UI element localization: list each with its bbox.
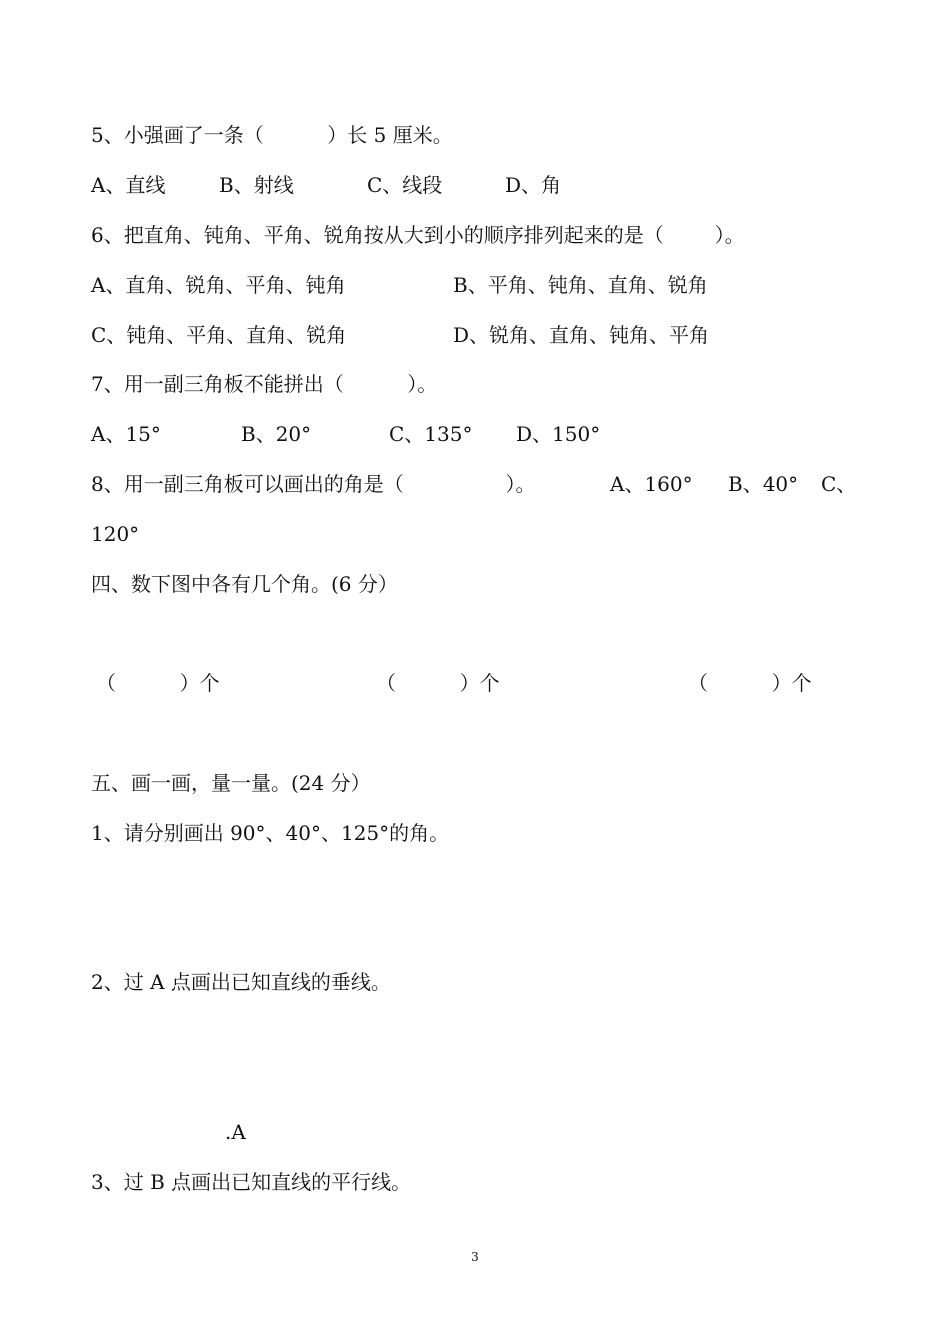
section5-q3: 3、过 B 点画出已知直线的平行线。 [91,1170,412,1194]
q8-option-c-value: 120° [91,522,140,546]
q7-option-a: A、15° [91,422,161,446]
page-number: 3 [471,1250,479,1264]
q6-option-d: D、锐角、直角、钝角、平角 [453,323,710,347]
section5-title: 五、画一画，量一量。(24 分） [91,771,371,795]
q6-stem: 6、把直角、钝角、平角、锐角按从大到小的顺序排列起来的是（ ）。 [91,223,745,247]
section4-title: 四、数下图中各有几个角。(6 分） [91,572,398,596]
q6-option-a: A、直角、锐角、平角、钝角 [91,273,346,297]
q5-option-a: A、直线 [91,173,166,197]
section4-blank-1: （ ）个 [96,671,220,695]
q7-option-b: B、20° [241,422,312,446]
q8-option-a: A、160° [610,472,693,496]
q8-option-b: B、40° [728,472,799,496]
section4-blank-2: （ ）个 [376,671,500,695]
q8-option-c: C、 [821,472,857,496]
q6-option-b: B、平角、钝角、直角、锐角 [453,273,708,297]
q5-option-d: D、角 [505,173,562,197]
q7-stem: 7、用一副三角板不能拼出（ ）。 [91,372,438,396]
q5-option-b: B、射线 [219,173,294,197]
q7-option-d: D、150° [516,422,601,446]
section4-blank-3: （ ）个 [688,671,812,695]
point-a-label: .A [225,1120,246,1144]
q6-option-c: C、钝角、平角、直角、锐角 [91,323,347,347]
q5-stem: 5、小强画了一条（ ）长 5 厘米。 [91,123,453,147]
section5-q1: 1、请分别画出 90°、40°、125°的角。 [91,821,450,845]
q5-option-c: C、线段 [367,173,443,197]
q8-stem: 8、用一副三角板可以画出的角是（ ）。 [91,472,536,496]
section5-q2: 2、过 A 点画出已知直线的垂线。 [91,970,391,994]
q7-option-c: C、135° [389,422,473,446]
